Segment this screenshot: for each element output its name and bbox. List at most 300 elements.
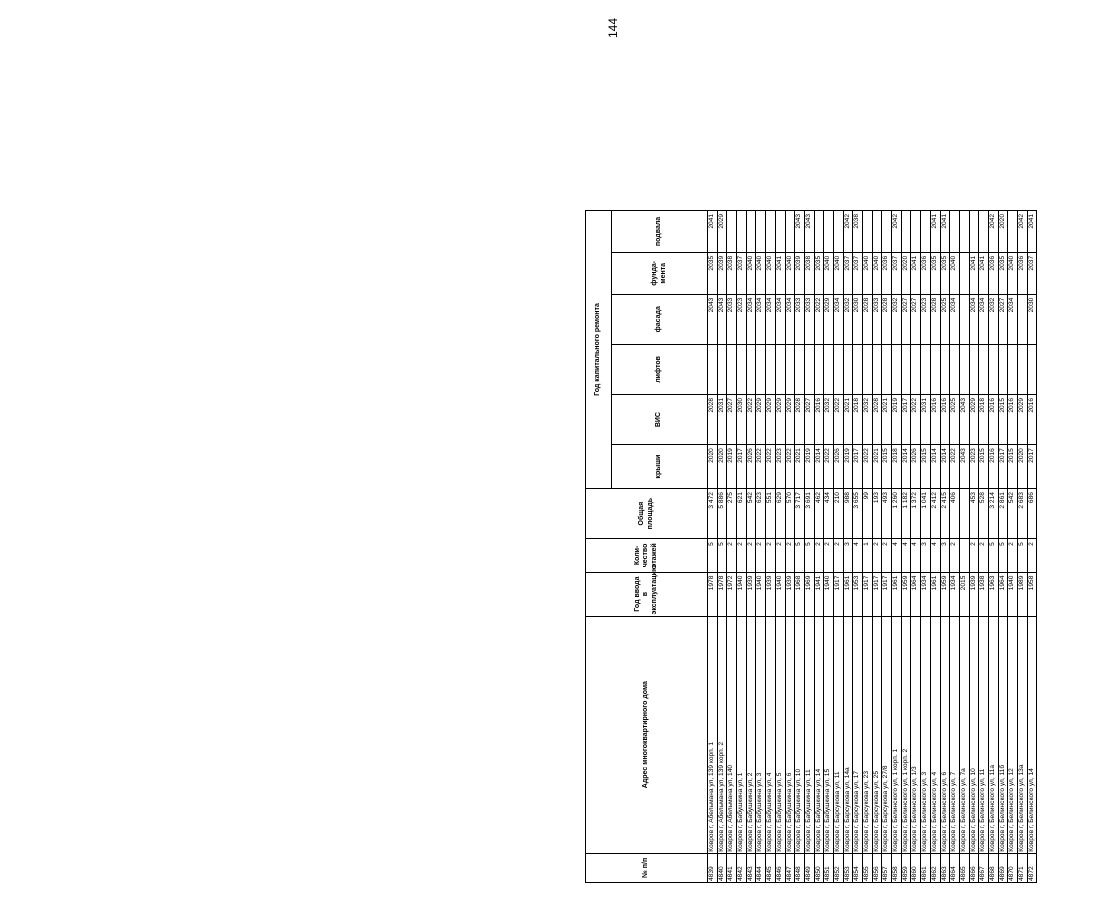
cell-num: 4857 — [882, 853, 892, 882]
cell-lift — [717, 344, 727, 394]
cell-roof: 2043 — [959, 445, 969, 489]
cell-facade: 2027 — [901, 294, 911, 344]
cell-facade: 2022 — [814, 294, 824, 344]
cell-vis: 2016 — [1027, 395, 1037, 445]
cell-roof: 2014 — [930, 445, 940, 489]
cell-year: 1959 — [901, 572, 911, 616]
cell-year: 1939 — [746, 572, 756, 616]
cell-year: 1963 — [988, 572, 998, 616]
cell-num: 4867 — [979, 853, 989, 882]
cell-roof: 2018 — [892, 445, 902, 489]
cell-foundation: 2041 — [969, 252, 979, 294]
cell-area: 2 415 — [940, 489, 950, 539]
cell-floors: 2 — [746, 539, 756, 572]
cell-floors: 5 — [1018, 539, 1028, 572]
cell-address: Ковров г, Абельмана ул, 140 — [727, 616, 737, 853]
cell-roof: 2019 — [804, 445, 814, 489]
cell-area: 3 472 — [708, 489, 718, 539]
table-row — [766, 211, 776, 883]
cell-basement — [959, 211, 969, 253]
cell-num: 4843 — [746, 853, 756, 882]
cell-basement — [901, 211, 911, 253]
cell-lift — [708, 344, 718, 394]
header-basement: подвала — [612, 211, 708, 253]
cell-area: 3 691 — [804, 489, 814, 539]
cell-address: Ковров г, Бабушкина ул, 15 — [824, 616, 834, 853]
cell-basement — [872, 211, 882, 253]
cell-address: Ковров г, Барсукова ул, 23 — [863, 616, 873, 853]
cell-num: 4849 — [804, 853, 814, 882]
cell-area: 275 — [727, 489, 737, 539]
cell-vis: 2016 — [940, 395, 950, 445]
cell-lift — [921, 344, 931, 394]
cell-basement — [979, 211, 989, 253]
cell-foundation: 2040 — [950, 252, 960, 294]
cell-roof: 2026 — [746, 445, 756, 489]
cell-address: Ковров г, Бабушкина ул, 3 — [756, 616, 766, 853]
cell-facade — [1018, 294, 1028, 344]
cell-year: 1917 — [863, 572, 873, 616]
cell-floors: 3 — [921, 539, 931, 572]
cell-foundation: 2041 — [979, 252, 989, 294]
cell-year: 1934 — [921, 572, 931, 616]
cell-year: 1978 — [717, 572, 727, 616]
header-area: Общая площадь — [586, 489, 708, 539]
cell-foundation: 2035 — [708, 252, 718, 294]
cell-year: 1978 — [708, 572, 718, 616]
cell-roof: 2026 — [911, 445, 921, 489]
cell-roof: 2019 — [843, 445, 853, 489]
cell-floors: 2 — [766, 539, 776, 572]
cell-year: 1917 — [882, 572, 892, 616]
table-row — [988, 211, 998, 883]
header-floors: Коли-чество этажей — [586, 539, 708, 572]
table-row — [775, 211, 785, 883]
cell-lift — [795, 344, 805, 394]
cell-num: 4846 — [775, 853, 785, 882]
cell-facade: 2034 — [969, 294, 979, 344]
cell-vis: 2029 — [969, 395, 979, 445]
cell-foundation: 2040 — [785, 252, 795, 294]
cell-num: 4870 — [1008, 853, 1018, 882]
cell-year: 1939 — [766, 572, 776, 616]
cell-address: Ковров г, Белинского ул, 7а — [959, 616, 969, 853]
cell-basement — [746, 211, 756, 253]
cell-vis: 2031 — [717, 395, 727, 445]
cell-floors: 5 — [717, 539, 727, 572]
cell-num: 4840 — [717, 853, 727, 882]
cell-address: Ковров г, Белинского ул, 11 — [979, 616, 989, 853]
cell-basement — [756, 211, 766, 253]
cell-year: 1969 — [804, 572, 814, 616]
cell-floors: 4 — [853, 539, 863, 572]
table-row — [969, 211, 979, 883]
cell-address: Ковров г, Белинского ул, 1 корп. 2 — [901, 616, 911, 853]
cell-roof: 2015 — [979, 445, 989, 489]
cell-floors: 5 — [708, 539, 718, 572]
cell-area: 3 717 — [795, 489, 805, 539]
cell-num: 4862 — [930, 853, 940, 882]
cell-foundation: 2038 — [727, 252, 737, 294]
cell-address: Ковров г, Бабушкина ул, 1 — [737, 616, 747, 853]
cell-foundation: 2037 — [1027, 252, 1037, 294]
cell-roof: 2023 — [969, 445, 979, 489]
table-row — [959, 211, 969, 883]
cell-year: 1917 — [872, 572, 882, 616]
cell-num: 4842 — [737, 853, 747, 882]
cell-num: 4868 — [988, 853, 998, 882]
table-row — [727, 211, 737, 883]
cell-roof: 2016 — [988, 445, 998, 489]
cell-facade: 2023 — [921, 294, 931, 344]
cell-foundation: 2037 — [843, 252, 853, 294]
cell-basement — [911, 211, 921, 253]
cell-basement — [863, 211, 873, 253]
table-body — [708, 211, 1037, 883]
cell-basement — [766, 211, 776, 253]
cell-facade: 2032 — [843, 294, 853, 344]
cell-roof: 2021 — [872, 445, 882, 489]
cell-vis: 2018 — [853, 395, 863, 445]
cell-area: 528 — [979, 489, 989, 539]
cell-floors: 2 — [814, 539, 824, 572]
cell-num: 4855 — [863, 853, 873, 882]
cell-address: Ковров г, Бабушкина ул, 6 — [785, 616, 795, 853]
cell-vis: 2027 — [727, 395, 737, 445]
table-row — [804, 211, 814, 883]
cell-roof: 2022 — [824, 445, 834, 489]
table-row — [708, 211, 718, 883]
cell-year: 1961 — [930, 572, 940, 616]
cell-address: Ковров г, Белинского ул, 13а — [1018, 616, 1028, 853]
cell-facade: 2025 — [940, 294, 950, 344]
table-row — [785, 211, 795, 883]
cell-vis: 2028 — [872, 395, 882, 445]
cell-num: 4861 — [921, 853, 931, 882]
cell-num: 4848 — [795, 853, 805, 882]
cell-facade: 2027 — [911, 294, 921, 344]
cell-address: Ковров г, Белинского ул, 7 — [950, 616, 960, 853]
cell-lift — [737, 344, 747, 394]
cell-address: Ковров г, Белинского ул, 11а — [988, 616, 998, 853]
cell-facade: 2033 — [727, 294, 737, 344]
cell-lift — [863, 344, 873, 394]
cell-roof: 2026 — [833, 445, 843, 489]
cell-lift — [988, 344, 998, 394]
cell-facade: 2023 — [737, 294, 747, 344]
cell-basement: 2038 — [853, 211, 863, 253]
cell-vis: 2029 — [756, 395, 766, 445]
cell-basement — [727, 211, 737, 253]
cell-vis: 2017 — [901, 395, 911, 445]
cell-basement — [1008, 211, 1018, 253]
table-row — [1018, 211, 1028, 883]
cell-roof: 2020 — [1018, 445, 1028, 489]
cell-num: 4865 — [959, 853, 969, 882]
cell-lift — [979, 344, 989, 394]
cell-foundation: 2040 — [833, 252, 843, 294]
cell-area: 210 — [833, 489, 843, 539]
cell-vis: 2015 — [998, 395, 1008, 445]
cell-roof: 2014 — [940, 445, 950, 489]
header-roof: крыши — [612, 445, 708, 489]
cell-num: 4853 — [843, 853, 853, 882]
cell-address: Ковров г, Белинского ул, 3 — [921, 616, 931, 853]
cell-roof: 2017 — [1027, 445, 1037, 489]
cell-vis: 2029 — [1018, 395, 1028, 445]
cell-year: 1940 — [737, 572, 747, 616]
cell-lift — [746, 344, 756, 394]
cell-num: 4856 — [872, 853, 882, 882]
cell-address: Ковров г, Барсукова ул, 25 — [872, 616, 882, 853]
cell-lift — [833, 344, 843, 394]
cell-floors: 2 — [969, 539, 979, 572]
cell-basement: 2042 — [892, 211, 902, 253]
cell-vis: 2029 — [785, 395, 795, 445]
cell-floors: 2 — [1008, 539, 1018, 572]
cell-facade: 2032 — [892, 294, 902, 344]
cell-basement — [969, 211, 979, 253]
cell-year: 1989 — [1018, 572, 1028, 616]
cell-roof: 2017 — [737, 445, 747, 489]
cell-foundation: 2035 — [814, 252, 824, 294]
cell-lift — [940, 344, 950, 394]
cell-foundation: 2036 — [1018, 252, 1028, 294]
cell-facade: 2034 — [756, 294, 766, 344]
cell-roof: 2020 — [717, 445, 727, 489]
cell-year: 1934 — [950, 572, 960, 616]
cell-area — [959, 489, 969, 539]
cell-foundation: 2037 — [737, 252, 747, 294]
cell-vis: 2021 — [882, 395, 892, 445]
cell-foundation: 2035 — [930, 252, 940, 294]
cell-lift — [814, 344, 824, 394]
page-number: 144 — [606, 17, 620, 39]
cell-basement: 2041 — [930, 211, 940, 253]
cell-facade: 2032 — [988, 294, 998, 344]
cell-lift — [882, 344, 892, 394]
cell-address: Ковров г, Бабушкина ул, 5 — [775, 616, 785, 853]
table-row — [1008, 211, 1018, 883]
cell-roof: 2022 — [766, 445, 776, 489]
cell-address: Ковров г, Бабушкина ул, 4 — [766, 616, 776, 853]
cell-basement — [833, 211, 843, 253]
cell-num: 4847 — [785, 853, 795, 882]
table-row — [921, 211, 931, 883]
cell-num: 4844 — [756, 853, 766, 882]
cell-area: 1 182 — [901, 489, 911, 539]
cell-num: 4850 — [814, 853, 824, 882]
cell-year: 1940 — [1008, 572, 1018, 616]
cell-roof: 2015 — [921, 445, 931, 489]
capital-repair-table — [585, 210, 1037, 883]
cell-vis: 2028 — [708, 395, 718, 445]
cell-lift — [901, 344, 911, 394]
cell-foundation: 2040 — [824, 252, 834, 294]
cell-floors: 2 — [775, 539, 785, 572]
cell-floors: 4 — [930, 539, 940, 572]
table-row — [746, 211, 756, 883]
cell-foundation: 2036 — [988, 252, 998, 294]
cell-floors: 4 — [901, 539, 911, 572]
cell-area: 406 — [950, 489, 960, 539]
cell-vis: 2043 — [959, 395, 969, 445]
cell-address: Ковров г, Абельмана ул, 139 корп. 2 — [717, 616, 727, 853]
cell-year: 1940 — [775, 572, 785, 616]
cell-year: 1939 — [785, 572, 795, 616]
cell-floors: 5 — [988, 539, 998, 572]
cell-num: 4871 — [1018, 853, 1028, 882]
cell-num: 4851 — [824, 853, 834, 882]
table-row — [950, 211, 960, 883]
cell-year: 1958 — [1027, 572, 1037, 616]
cell-address: Ковров г, Белинского ул, 12 — [1008, 616, 1018, 853]
cell-floors: 2 — [979, 539, 989, 572]
cell-floors: 5 — [998, 539, 1008, 572]
cell-foundation: 2040 — [746, 252, 756, 294]
cell-vis: 2022 — [911, 395, 921, 445]
cell-address: Ковров г, Бабушкина ул, 14 — [814, 616, 824, 853]
cell-area: 629 — [775, 489, 785, 539]
cell-basement — [775, 211, 785, 253]
cell-lift — [872, 344, 882, 394]
cell-floors: 4 — [892, 539, 902, 572]
cell-lift — [911, 344, 921, 394]
cell-floors: 2 — [882, 539, 892, 572]
cell-address: Ковров г, Белинского ул, 4 — [930, 616, 940, 853]
cell-num: 4854 — [853, 853, 863, 882]
cell-area: 493 — [882, 489, 892, 539]
cell-basement — [882, 211, 892, 253]
cell-area: 1 260 — [892, 489, 902, 539]
cell-area: 462 — [814, 489, 824, 539]
cell-address: Ковров г, Белинского ул, 1/3 — [911, 616, 921, 853]
cell-area: 621 — [737, 489, 747, 539]
cell-roof: 2019 — [727, 445, 737, 489]
cell-address: Ковров г, Барсукова ул, 27/8 — [882, 616, 892, 853]
cell-num: 4872 — [1027, 853, 1037, 882]
cell-area: 1 372 — [911, 489, 921, 539]
cell-foundation: 2035 — [940, 252, 950, 294]
cell-area: 3 655 — [853, 489, 863, 539]
cell-foundation: 2040 — [1008, 252, 1018, 294]
header-year: Год ввода в эксплуатацию — [586, 572, 708, 616]
cell-lift — [804, 344, 814, 394]
cell-vis: 2022 — [746, 395, 756, 445]
cell-year: 1940 — [756, 572, 766, 616]
cell-roof: 2017 — [853, 445, 863, 489]
cell-vis: 2028 — [795, 395, 805, 445]
cell-vis: 2032 — [824, 395, 834, 445]
cell-roof: 2022 — [785, 445, 795, 489]
cell-foundation: 2040 — [872, 252, 882, 294]
cell-address: Ковров г, Белинского ул, 6 — [940, 616, 950, 853]
table-row — [824, 211, 834, 883]
cell-roof: 2017 — [998, 445, 1008, 489]
cell-lift — [892, 344, 902, 394]
cell-lift — [998, 344, 1008, 394]
cell-roof: 2021 — [795, 445, 805, 489]
header-repair-group: Год капитального ремонта — [586, 211, 612, 489]
cell-area: 453 — [969, 489, 979, 539]
cell-year: 1953 — [853, 572, 863, 616]
cell-area: 2 683 — [1018, 489, 1028, 539]
cell-year: 1938 — [979, 572, 989, 616]
table-row — [998, 211, 1008, 883]
cell-foundation: 2036 — [921, 252, 931, 294]
cell-facade: 2043 — [717, 294, 727, 344]
cell-foundation: 2037 — [853, 252, 863, 294]
cell-facade: 2034 — [833, 294, 843, 344]
cell-floors — [959, 539, 969, 572]
cell-vis: 2016 — [930, 395, 940, 445]
cell-facade: 2034 — [950, 294, 960, 344]
cell-floors: 4 — [911, 539, 921, 572]
cell-foundation: 2041 — [775, 252, 785, 294]
table-row — [795, 211, 805, 883]
cell-roof: 2015 — [1008, 445, 1018, 489]
table-row — [930, 211, 940, 883]
cell-facade: 2034 — [785, 294, 795, 344]
cell-facade: 2034 — [775, 294, 785, 344]
cell-num: 4860 — [911, 853, 921, 882]
cell-num: 4869 — [998, 853, 1008, 882]
cell-area: 2 412 — [930, 489, 940, 539]
cell-facade: 2033 — [872, 294, 882, 344]
cell-facade: 2028 — [930, 294, 940, 344]
cell-roof: 2022 — [950, 445, 960, 489]
table-row — [940, 211, 950, 883]
header-num: № п/п — [586, 853, 708, 882]
cell-address: Ковров г, Барсукова ул, 14а — [843, 616, 853, 853]
table-row — [737, 211, 747, 883]
cell-facade: 2034 — [766, 294, 776, 344]
cell-lift — [1008, 344, 1018, 394]
rotated-table-container — [585, 210, 1110, 883]
cell-vis: 2021 — [843, 395, 853, 445]
cell-basement: 2020 — [998, 211, 1008, 253]
cell-basement: 2041 — [940, 211, 950, 253]
cell-floors: 1 — [863, 539, 873, 572]
cell-area: 623 — [756, 489, 766, 539]
cell-vis: 2022 — [833, 395, 843, 445]
cell-year: 1941 — [814, 572, 824, 616]
cell-year: 1968 — [795, 572, 805, 616]
cell-foundation — [959, 252, 969, 294]
cell-vis: 2032 — [863, 395, 873, 445]
cell-lift — [1018, 344, 1028, 394]
cell-year: 1972 — [727, 572, 737, 616]
cell-facade: 2033 — [804, 294, 814, 344]
cell-year: 2015 — [959, 572, 969, 616]
cell-lift — [950, 344, 960, 394]
cell-floors: 5 — [804, 539, 814, 572]
header-facade: фасада — [612, 294, 708, 344]
cell-vis: 2016 — [814, 395, 824, 445]
cell-foundation: 2036 — [882, 252, 892, 294]
cell-lift — [775, 344, 785, 394]
header-foundation: фунда-мента — [612, 252, 708, 294]
cell-floors: 2 — [824, 539, 834, 572]
cell-year: 1964 — [911, 572, 921, 616]
cell-vis: 2025 — [950, 395, 960, 445]
cell-roof: 2023 — [775, 445, 785, 489]
cell-floors: 2 — [833, 539, 843, 572]
cell-roof: 2014 — [901, 445, 911, 489]
cell-floors: 2 — [785, 539, 795, 572]
cell-num: 4839 — [708, 853, 718, 882]
cell-address: Ковров г, Барсукова ул, 17 — [853, 616, 863, 853]
